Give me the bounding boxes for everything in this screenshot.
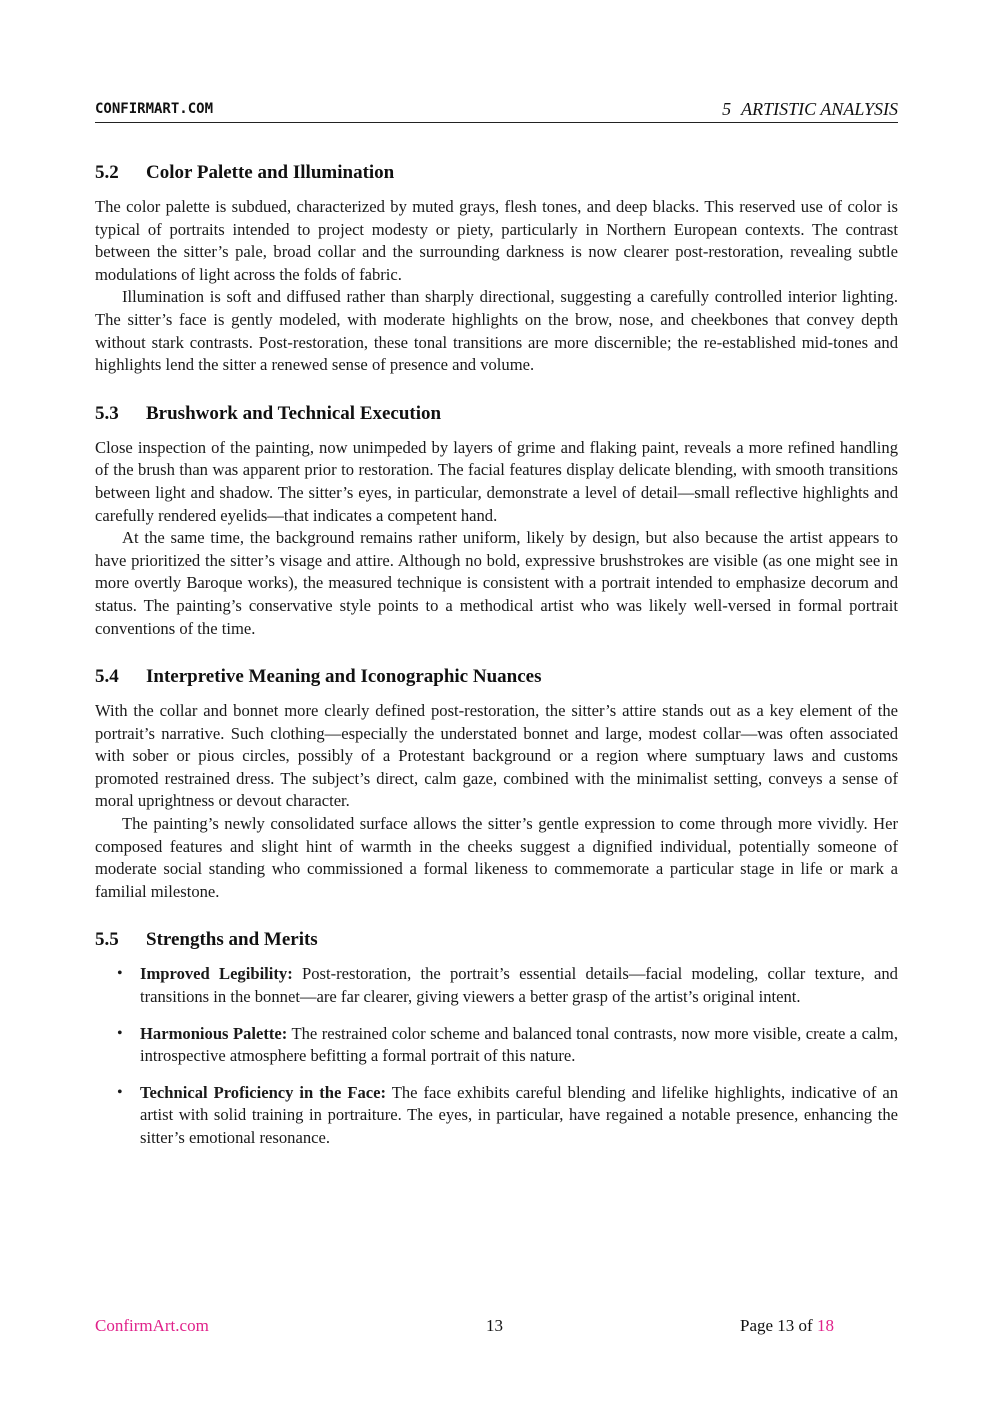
section-heading	[95, 160, 898, 186]
page-footer	[95, 1316, 898, 1340]
item-text: Post-restoration, the portrait’s essential details—facial modeling, collar texture, and transitions in the bonnet—are far clearer, giving viewers a better grasp of the artist’s original intent.	[140, 964, 898, 1007]
item-term: Harmonious Palette:	[140, 1023, 288, 1043]
footer-site-link[interactable]: ConfirmArt.com	[95, 1316, 209, 1335]
footer-page-number: 13	[486, 1316, 503, 1335]
chapter-title: ARTISTIC ANALYSIS	[741, 99, 898, 119]
running-head	[722, 99, 898, 120]
paragraph: Close inspection of the painting, now unimpeded by layers of grime and flaking paint, reveals a more refined handling of the brush than was apparent prior to restoration. The facial features display delicate blending, with smooth transitions between light and shadow. The sitter’s eyes, in particular, demonstrate a level of detail—small reflective highlights and carefully rendered eyelids—that indicates a competent hand.	[95, 437, 898, 525]
section-number: 5.5	[95, 929, 119, 951]
paragraph: Illumination is soft and diffused rather than sharply directional, suggesting a carefully controlled interior lighting. The sitter’s face is gently modeled, with moderate highlights on the brow, nose, and cheekbones that convey depth without stark contrasts. Post-restoration, these tonal transitions are more discernible; the re-established mid-tones and highlights lend the sitter a renewed sense of presence and volume.	[95, 287, 898, 375]
footer-page-of	[740, 1316, 834, 1336]
site-logo: CONFIRMART.COM	[95, 101, 214, 117]
section-title: Strengths and Merits	[146, 929, 318, 951]
list-item	[95, 963, 898, 1008]
section-number: 5.2	[95, 162, 119, 183]
paragraph: At the same time, the background remains rather uniform, likely by design, but also because the artist appears to have prioritized the sitter’s visage and attire. Although no bold, expressive brushstrokes are visible (as one might see in more overtly Baroque works), the measured technique is consistent with a portrait intended to emphasize decorum and status. The painting’s conservative style points to a methodical artist who was likely well-versed in formal portrait conventions of the time.	[95, 528, 898, 638]
section-heading	[95, 927, 898, 953]
page-header	[95, 98, 898, 123]
bullet-icon: •	[117, 1024, 123, 1042]
paragraph: The color palette is subdued, characterized by muted grays, flesh tones, and deep blacks. This reserved use of color is typical of portraits intended to project modesty or piety, particularly in Northern European contexts. The contrast between the sitter’s pale, broad collar and the surrounding darkness is now clearer post-restoration, revealing subtle modulations of light across the folds of fabric.	[95, 197, 898, 284]
page-of-label: Page 13 of	[740, 1316, 813, 1335]
list-item	[95, 1023, 898, 1068]
chapter-number: 5	[722, 99, 732, 119]
paragraph: The painting’s newly consolidated surface allows the sitter’s gentle expression to come through more vividly. Her composed features and slight hint of warmth in the cheeks suggest a dignified individual, potentially someone of moderate social standing who commissioned a formal likeness to commemorate a particular stage in life or mark a familial milestone.	[95, 814, 898, 901]
section-title: Color Palette and Illumination	[146, 162, 395, 183]
item-term: Improved Legibility:	[140, 964, 293, 984]
section-title: Interpretive Meaning and Iconographic Nuances	[146, 666, 542, 688]
section-number: 5.4	[95, 666, 119, 688]
section-heading	[95, 401, 898, 427]
section-brushwork	[95, 401, 898, 640]
item-term: Technical Proficiency in the Face:	[140, 1082, 387, 1102]
section-heading	[95, 664, 898, 690]
section-color-palette	[95, 160, 898, 377]
bullet-icon: •	[117, 1083, 123, 1101]
item-text: The restrained color scheme and balanced tonal contrasts, now more visible, create a calm, introspective atmosphere befitting a formal portrait of this nature.	[140, 1023, 898, 1066]
list-item	[95, 1082, 898, 1150]
page-content	[95, 160, 898, 1174]
merits-list	[95, 963, 898, 1149]
item-text: The face exhibits careful blending and lifelike highlights, indicative of an artist with solid training in portraiture. The eyes, in particular, have regained a notable presence, enhancing the sitter’s emotional resonance.	[140, 1082, 898, 1147]
section-interpretive-meaning	[95, 664, 898, 903]
bullet-icon: •	[117, 965, 123, 983]
section-strengths	[95, 927, 898, 1149]
paragraph: With the collar and bonnet more clearly defined post-restoration, the sitter’s attire stands out as a key element of the portrait’s narrative. Such clothing—especially the understated bonnet and large, modest collar—was often associated with sober or pious circles, possibly of a Protestant background or a region where sumptuary laws and customs promoted restrained dress. The subject’s direct, calm gaze, combined with the minimalist setting, conveys a sense of moral uprightness or devout character.	[95, 701, 898, 811]
section-title: Brushwork and Technical Execution	[146, 402, 442, 424]
total-pages-link[interactable]: 18	[816, 1316, 834, 1335]
section-number: 5.3	[95, 402, 119, 424]
